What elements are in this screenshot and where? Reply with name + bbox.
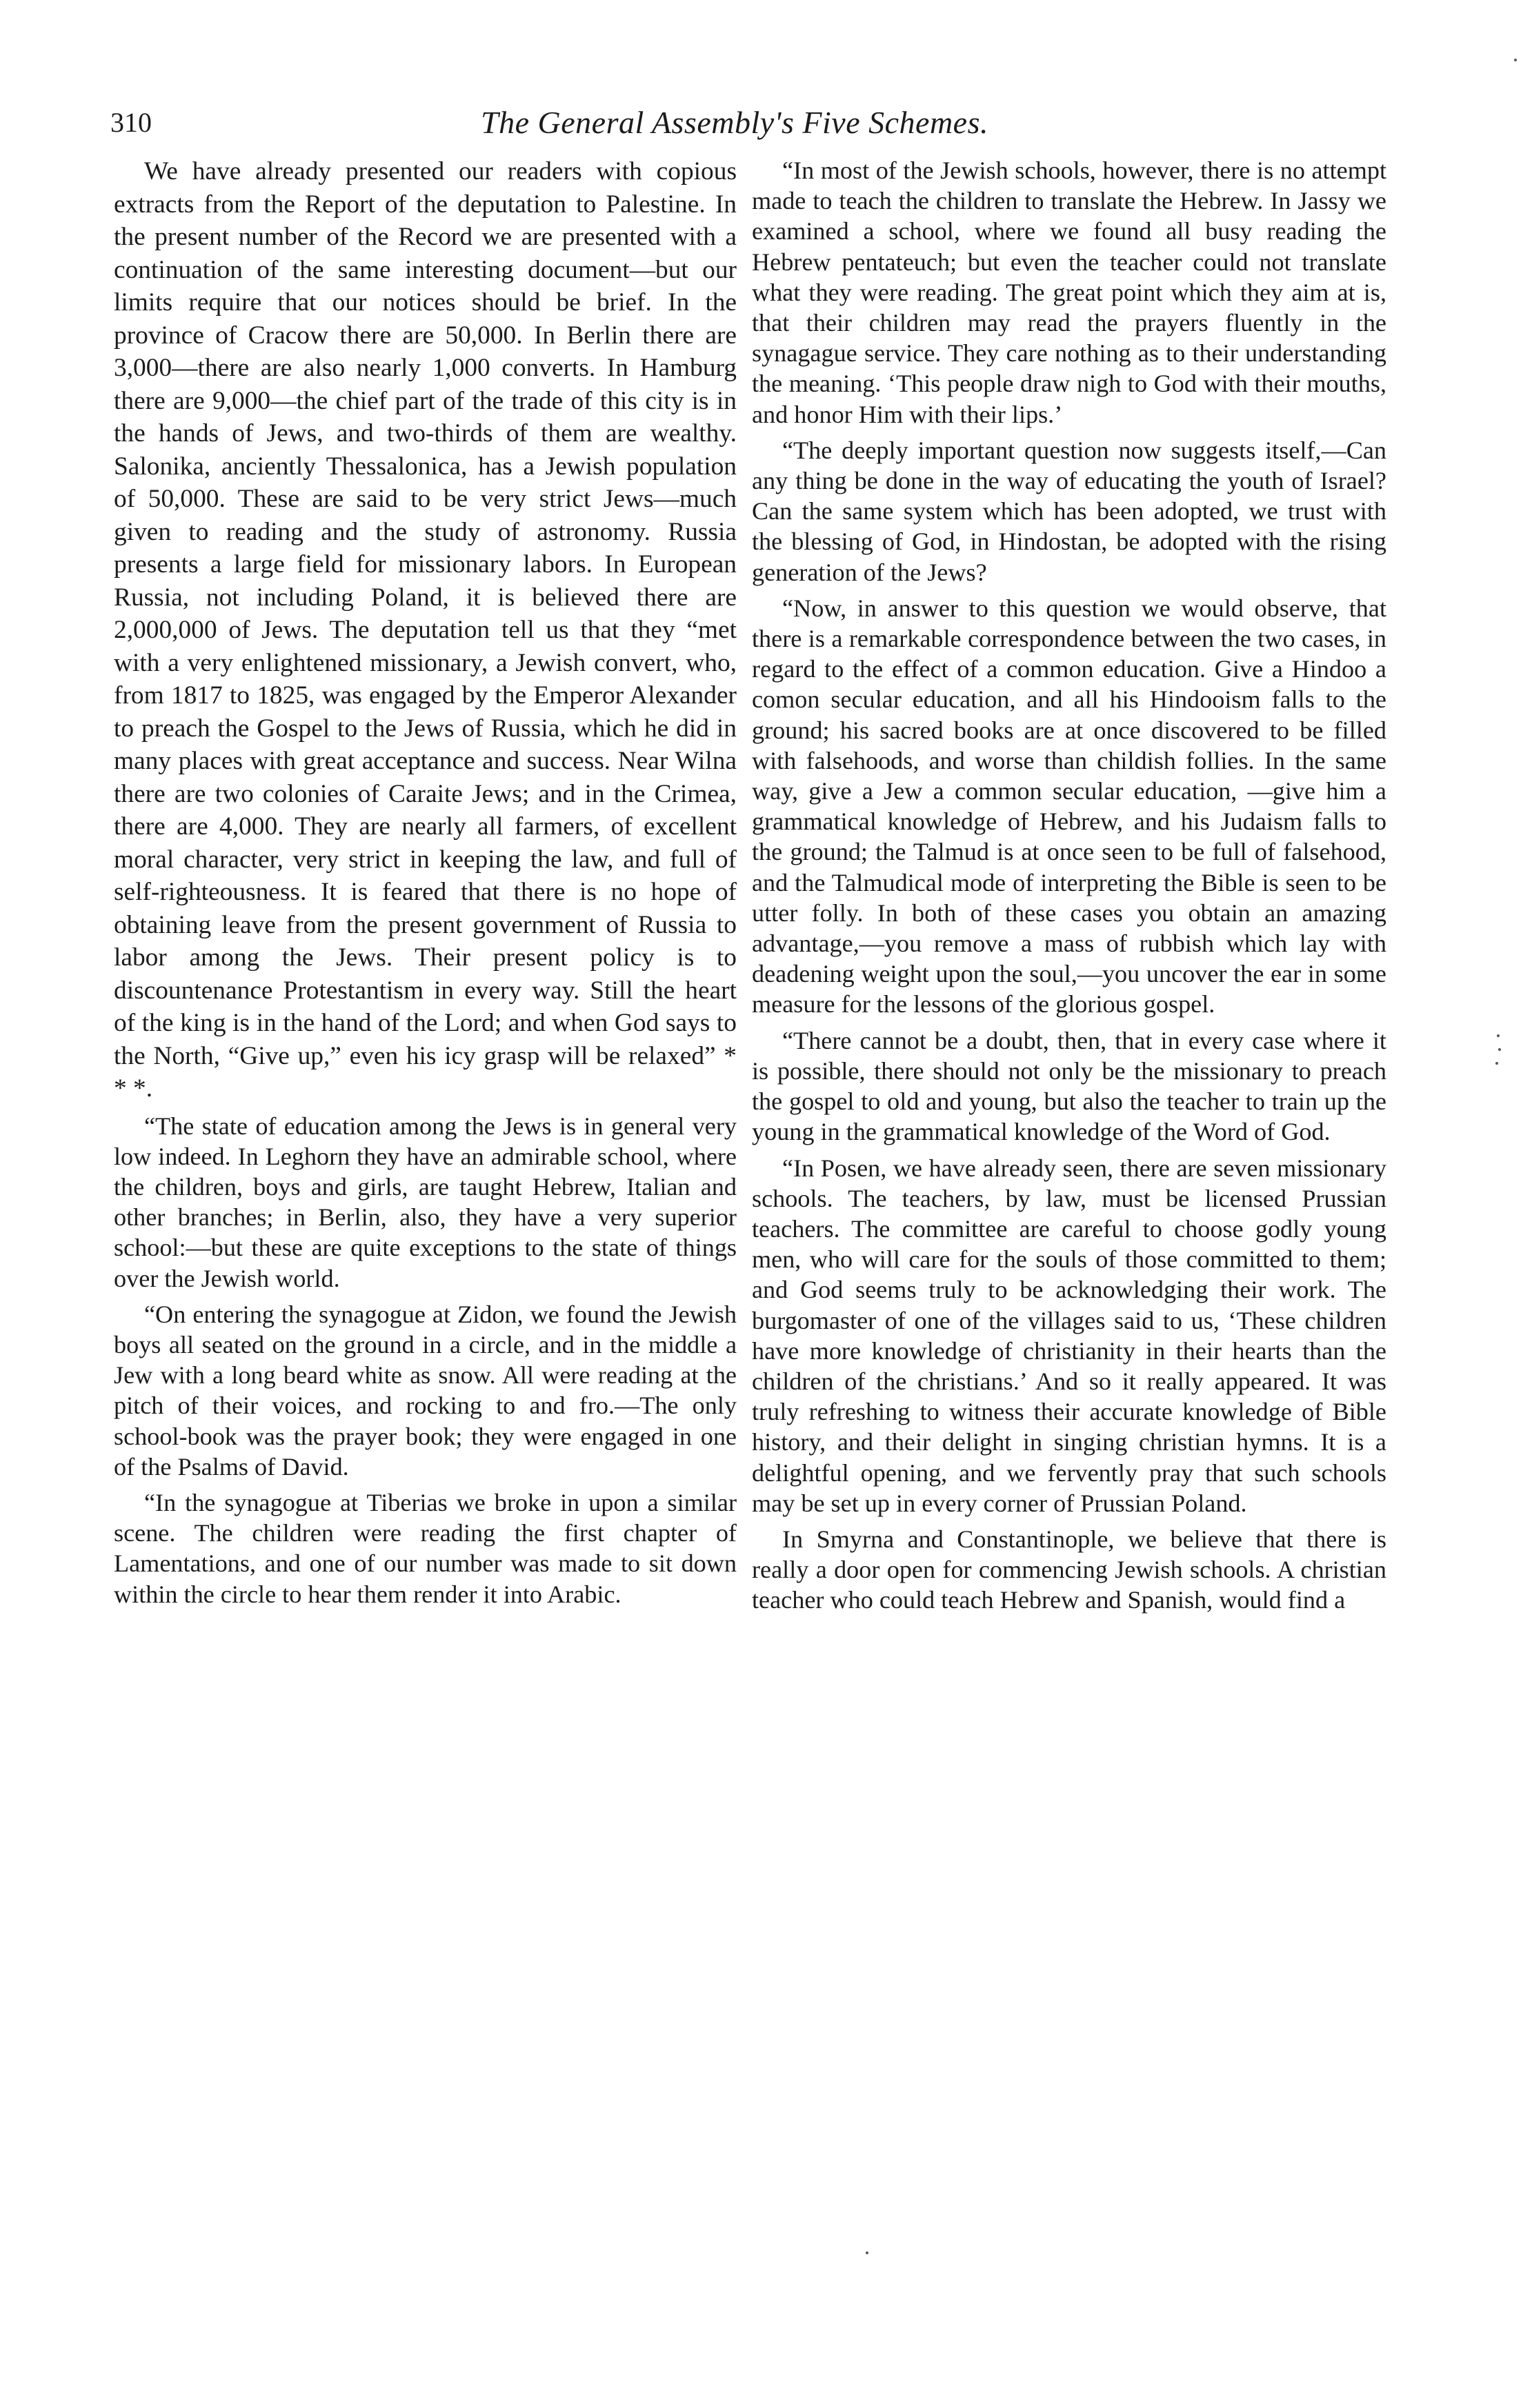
left-column: [114, 155, 737, 1615]
scan-speck: [866, 2251, 868, 2254]
scan-speck: [1497, 1034, 1500, 1037]
left-paragraph-intro: We have already presented our readers with copious extracts from the Report of the deputation to Palestine. In the present number of the Record we are presented with a continuation of the same interesting document—but our limits require that our notices should be brief. In the province of Cracow there are 50,000. In Berlin there are 3,000—there are also nearly 1,000 converts. In Hamburg there are 9,000—the chief part of the trade of this city is in the hands of Jews, and two-thirds of them are wealthy. Salonika, anciently Thessalonica, has a Jewish population of 50,000. These are said to be very strict Jews—much given to reading and the study of astronomy. Russia presents a large field for missionary labors. In European Russia, not including Poland, it is believed there are 2,000,000 of Jews. The deputation tell us that they “met with a very enlightened missionary, a Jewish convert, who, from 1817 to 1825, was engaged by the Emperor Alexander to preach the Gospel to the Jews of Russia, which he did in many places with great acceptance and success. Near Wilna there are two colonies of Caraite Jews; and in the Crimea, there are 4,000. They are nearly all farmers, of excellent moral character, very strict in keeping the law, and full of self-righteousness. It is feared that there is no hope of obtaining leave from the present government of Russia to labor among the Jews. Their present policy is to discountenance Protestantism in every way. Still the heart of the king is in the hand of the Lord; and when God says to the North, “Give up,” even his icy grasp will be relaxed” * * *.: [114, 157, 737, 1103]
right-paragraph-posen: “In Posen, we have already seen, there are seven missionary schools. The teachers, by law, must be licensed Prussian teachers. The committee are careful to choose godly young men, who will care for the souls of those committed to them; and God seems truly to be acknowledging their work. The burgomaster of one of the villages said to us, ‘These children have more knowledge of christianity in their hearts than the children of the christians.’ And so it really appeared. It was truly refreshing to witness their accurate knowledge of Bible history, and their delight in singing christian hymns. It is a delightful opening, and we fervently pray that such schools may be set up in every corner of Prussian Poland.: [752, 1154, 1386, 1517]
right-paragraph-smyrna: In Smyrna and Constantinople, we believe that there is really a door open for commencing Jewish schools. A christian teacher who could teach Hebrew and Spanish, would find a: [752, 1525, 1386, 1614]
page-header: [110, 102, 1359, 143]
right-paragraph-answer: “Now, in answer to this question we would observe, that there is a remarkable correspondence between the two cases, in regard to the effect of a common education. Give a Hindoo a comon secular education, and all his Hindooism falls to the ground; his sacred books are at once discovered to be filled with falsehoods, and worse than childish follies. In the same way, give a Jew a common secular education, —give him a grammatical knowledge of Hebrew, and his Judaism falls to the ground; the Talmud is at once seen to be full of falsehood, and the Talmudical mode of interpreting the Bible is seen to be utter folly. In both of these cases you obtain an amazing advantage,—you remove a mass of rubbish which lay with deadening weight upon the soul,—you uncover the ear in some measure for the lessons of the glorious gospel.: [752, 594, 1386, 1019]
scan-speck: [1498, 1048, 1501, 1051]
right-paragraph-doubt: “There cannot be a doubt, then, that in every case where it is possible, there should not only be the missionary to preach the gospel to old and young, but also the teacher to train up the young in the grammatical knowledge of the Word of God.: [752, 1026, 1386, 1146]
running-title: The General Assembly's Five Schemes.: [481, 105, 988, 140]
left-paragraph-education: “The state of education among the Jews is in general very low indeed. In Leghorn they have an admirable school, where the children, boys and girls, are taught Hebrew, Italian and other branches; in Berlin, also, they have a very superior school:—but these are quite exceptions to the state of things over the Jewish world.: [114, 1112, 737, 1292]
right-paragraph-jassy: “In most of the Jewish schools, however, there is no attempt made to teach the children to translate the Hebrew. In Jassy we examined a school, where we found all busy reading the Hebrew pentateuch; but even the teacher could not translate what they were reading. The great point which they aim at is, that their children may read the prayers fluently in the synagague service. They care nothing as to their understanding the meaning. ‘This people draw nigh to God with their mouths, and honor Him with their lips.’: [752, 157, 1386, 428]
left-paragraph-tiberias: “In the synagogue at Tiberias we broke in upon a similar scene. The children were reading the first chapter of Lamentations, and one of our number was made to sit down within the circle to hear them render it into Arabic.: [114, 1488, 737, 1608]
page-number: 310: [110, 107, 152, 138]
left-paragraph-zidon: “On entering the synagogue at Zidon, we found the Jewish boys all seated on the ground in a circle, and in the middle a Jew with a long beard white as snow. All were reading at the pitch of their voices, and rocking to and fro.—The only school-book was the prayer book; they were engaged in one of the Psalms of David.: [114, 1300, 737, 1481]
scan-speck: [1514, 59, 1517, 61]
right-column: [752, 155, 1386, 1621]
scan-speck: [1495, 1062, 1498, 1065]
right-paragraph-question: “The deeply important question now suggests itself,—Can any thing be done in the way of educating the youth of Israel? Can the same system which has been adopted, we trust with the blessing of God, in Hindostan, be adopted with the rising generation of the Jews?: [752, 436, 1386, 586]
